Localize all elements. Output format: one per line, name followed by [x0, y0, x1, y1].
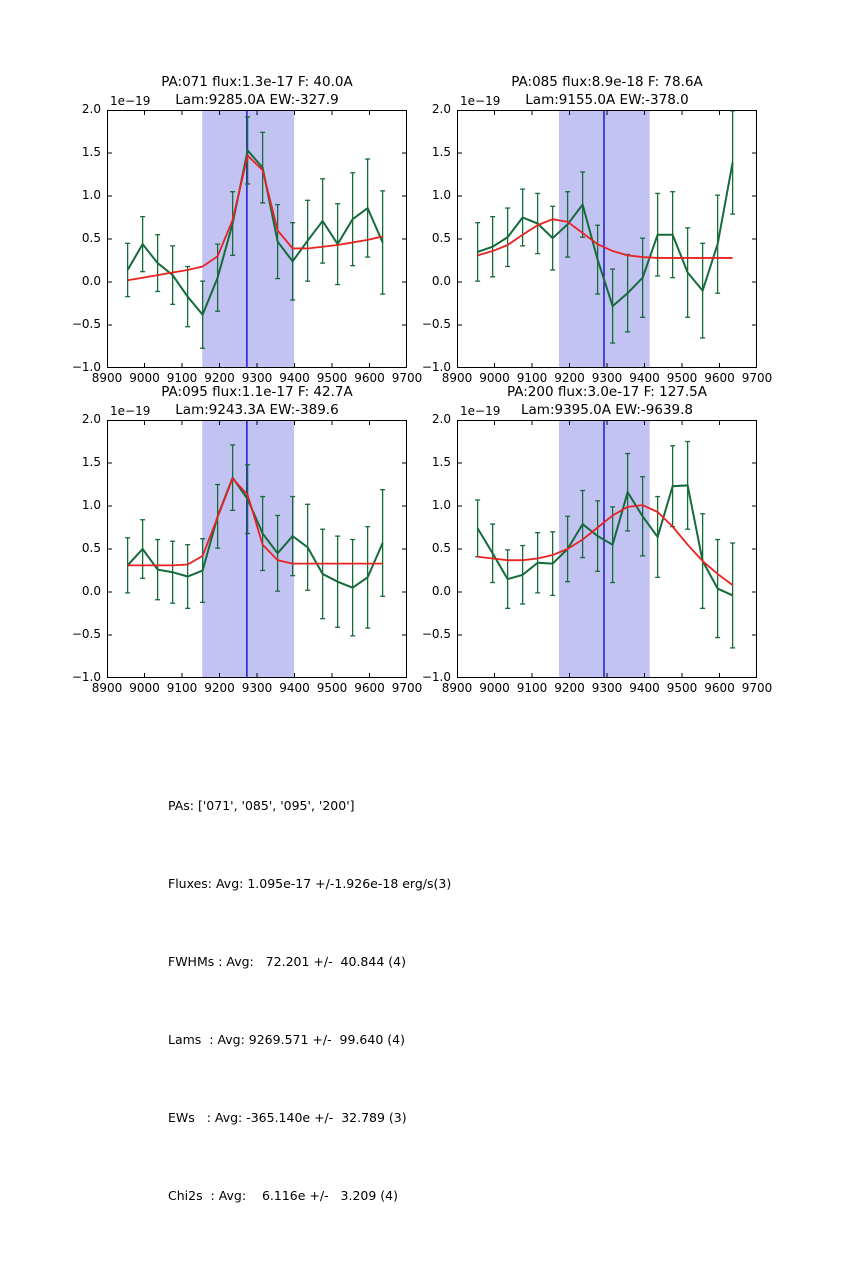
x-tick-label: 8900 — [91, 371, 123, 385]
y-tick-label: 0.5 — [81, 231, 101, 245]
x-tick-label: 8900 — [91, 681, 123, 695]
y-tick-label: 0.5 — [431, 541, 451, 555]
y-tick-label: 0.5 — [81, 541, 101, 555]
y-tick-label: 1.0 — [81, 188, 101, 202]
summary-line-fwhms: FWHMs : Avg: 72.201 +/- 40.844 (4) — [168, 954, 406, 969]
y-axis-offset-label: 1e−19 — [110, 404, 151, 418]
subplot-pa-095 — [71, 384, 423, 695]
y-tick-label: 1.0 — [81, 498, 101, 512]
y-tick-label: −1.0 — [71, 360, 101, 374]
y-axis-offset-label: 1e−19 — [460, 404, 501, 418]
x-tick-label: 9700 — [741, 371, 773, 385]
y-tick-label: 1.0 — [431, 498, 451, 512]
x-tick-label: 9600 — [704, 371, 735, 385]
x-tick-label: 9000 — [129, 681, 160, 695]
plot-area — [457, 420, 757, 678]
x-tick-label: 9600 — [354, 681, 385, 695]
y-axis-offset-label: 1e−19 — [460, 94, 501, 108]
y-tick-label: −1.0 — [421, 670, 451, 684]
x-tick-label: 9600 — [354, 371, 385, 385]
summary-line-fluxes: Fluxes: Avg: 1.095e-17 +/-1.926e-18 erg/s(3) — [168, 876, 452, 891]
x-tick-label: 9400 — [279, 371, 310, 385]
subplot-title-line2: Lam:9155.0A EW:-378.0 — [525, 92, 689, 108]
y-tick-label: 2.0 — [431, 102, 451, 116]
y-tick-label: 1.5 — [431, 145, 451, 159]
subplot-title-line1: PA:095 flux:1.1e-17 F: 42.7A — [161, 384, 353, 400]
y-tick-label: 2.0 — [81, 102, 101, 116]
x-tick-label: 9700 — [391, 371, 423, 385]
plot-area — [107, 420, 407, 678]
plot-area — [457, 110, 757, 368]
y-tick-label: 2.0 — [431, 412, 451, 426]
x-tick-label: 9500 — [666, 371, 698, 385]
x-tick-label: 9600 — [704, 681, 735, 695]
summary-line-lams: Lams : Avg: 9269.571 +/- 99.640 (4) — [168, 1032, 405, 1047]
y-tick-label: −1.0 — [71, 670, 101, 684]
subplot-title-line2: Lam:9243.3A EW:-389.6 — [175, 402, 339, 418]
x-tick-label: 9200 — [204, 371, 235, 385]
x-tick-label: 9500 — [666, 681, 698, 695]
x-tick-label: 9100 — [516, 681, 548, 695]
y-tick-label: 1.5 — [81, 145, 101, 159]
y-tick-label: 1.5 — [81, 455, 101, 469]
subplot-title-line2: Lam:9395.0A EW:-9639.8 — [521, 402, 693, 418]
y-tick-label: 0.0 — [431, 274, 451, 288]
x-tick-label: 9000 — [479, 371, 510, 385]
y-tick-label: −0.5 — [71, 317, 101, 331]
x-tick-label: 8900 — [441, 681, 473, 695]
x-tick-label: 9100 — [166, 371, 198, 385]
x-tick-label: 9300 — [591, 681, 623, 695]
y-tick-label: 1.0 — [431, 188, 451, 202]
x-tick-label: 9700 — [391, 681, 423, 695]
subplot-title-line1: PA:071 flux:1.3e-17 F: 40.0A — [161, 74, 353, 90]
x-tick-label: 8900 — [441, 371, 473, 385]
x-tick-label: 9000 — [129, 371, 160, 385]
summary-line-pas: PAs: ['071', '085', '095', '200'] — [168, 798, 355, 813]
x-tick-label: 9400 — [629, 681, 660, 695]
y-tick-label: −1.0 — [421, 360, 451, 374]
y-tick-label: −0.5 — [421, 627, 451, 641]
x-tick-label: 9200 — [554, 681, 585, 695]
subplot-title-line1: PA:085 flux:8.9e-18 F: 78.6A — [511, 74, 703, 90]
y-tick-label: 0.5 — [431, 231, 451, 245]
y-tick-label: −0.5 — [421, 317, 451, 331]
summary-line-ews: EWs : Avg: -365.140e +/- 32.789 (3) — [168, 1110, 407, 1125]
y-axis-offset-label: 1e−19 — [110, 94, 151, 108]
subplot-pa-085 — [421, 74, 773, 385]
x-tick-label: 9500 — [316, 681, 348, 695]
x-tick-label: 9300 — [241, 681, 273, 695]
x-tick-label: 9300 — [591, 371, 623, 385]
y-tick-label: 0.0 — [81, 274, 101, 288]
subplot-title-line2: Lam:9285.0A EW:-327.9 — [175, 92, 339, 108]
y-tick-label: 0.0 — [81, 584, 101, 598]
x-tick-label: 9200 — [554, 371, 585, 385]
x-tick-label: 9000 — [479, 681, 510, 695]
x-tick-label: 9100 — [166, 681, 198, 695]
summary-line-chi2s: Chi2s : Avg: 6.116e +/- 3.209 (4) — [168, 1188, 399, 1203]
x-tick-label: 9400 — [629, 371, 660, 385]
x-tick-label: 9700 — [741, 681, 773, 695]
y-tick-label: 2.0 — [81, 412, 101, 426]
y-tick-label: 0.0 — [431, 584, 451, 598]
x-tick-label: 9300 — [241, 371, 273, 385]
x-tick-label: 9200 — [204, 681, 235, 695]
y-tick-label: 1.5 — [431, 455, 451, 469]
y-tick-label: −0.5 — [71, 627, 101, 641]
subplot-title-line1: PA:200 flux:3.0e-17 F: 127.5A — [506, 384, 708, 400]
x-tick-label: 9100 — [516, 371, 548, 385]
plot-area — [107, 110, 407, 368]
subplot-pa-071 — [71, 74, 423, 385]
x-tick-label: 9400 — [279, 681, 310, 695]
x-tick-label: 9500 — [316, 371, 348, 385]
subplot-pa-200 — [421, 384, 773, 695]
summary-text-block — [168, 741, 451, 1261]
